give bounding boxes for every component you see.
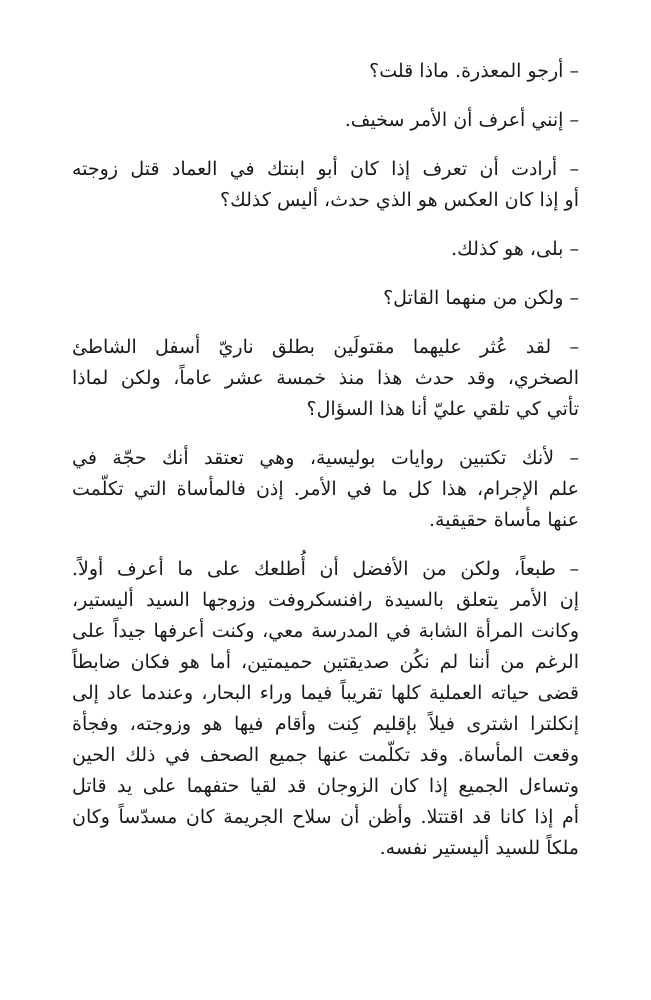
- dialogue-paragraph: [72, 234, 579, 265]
- text-line: قضى حياته العملية كلها تقريباً فيما وراء البحار، وعندما عاد إلى: [72, 682, 579, 704]
- dialogue-paragraph: [72, 105, 579, 136]
- dialogue-paragraph: [72, 443, 579, 536]
- text-line: – بلى، هو كذلك.: [451, 238, 579, 260]
- dialogue-paragraph: [72, 554, 579, 864]
- text-line: عنها مأساة حقيقية.: [429, 509, 579, 531]
- text-line: وكانت المرأة الشابة في المدرسة معي، وكنت أعرفها جيداً على: [72, 620, 579, 642]
- text-line: أم إذا كانا قد اقتتلا. وأظن أن سلاح الجريمة كان مسدّساً وكان: [72, 806, 579, 828]
- text-line: إن الأمر يتعلق بالسيدة رافنسكروفت وزوجها السيد أليستير،: [72, 589, 579, 611]
- text-line: – لقد عُثر عليهما مقتولَين بطلق ناريّ أسفل الشاطئ: [72, 336, 579, 358]
- text-line: أو إذا كان العكس هو الذي حدث، أليس كذلك؟: [220, 189, 579, 211]
- dialogue-paragraph: [72, 154, 579, 216]
- text-line: ملكاً للسيد أليستير نفسه.: [379, 837, 579, 859]
- text-line: – طبعاً، ولكن من الأفضل أن أُطلعك على ما أعرف أولاً.: [72, 558, 579, 580]
- text-line: – أرجو المعذرة. ماذا قلت؟: [369, 60, 579, 82]
- text-line: – ولكن من منهما القاتل؟: [383, 287, 579, 309]
- text-line: إنكلترا اشترى فيلاً بإقليم كِنت وأقام فيها هو وزوجته، وفجأة: [72, 713, 579, 735]
- text-line: – إنني أعرف أن الأمر سخيف.: [344, 109, 579, 131]
- dialogue-paragraph: [72, 283, 579, 314]
- text-line: الصخري، وقد حدث هذا منذ خمسة عشر عاماً، ولكن لماذا: [72, 367, 579, 389]
- text-line: الرغم من أننا لم نكُن صديقتين حميمتين، أما هو فكان ضابطاً: [72, 651, 579, 673]
- text-line: وتساءل الجميع إذا كان الزوجان قد لقيا حتفهما على يد قاتل: [72, 775, 579, 797]
- text-line: تأتي كي تلقي عليّ أنا هذا السؤال؟: [306, 398, 579, 420]
- text-line: – لأنك تكتبين روايات بوليسية، وهي تعتقد أنك حجّة في: [72, 447, 579, 469]
- text-line: علم الإجرام، هذا كل ما في الأمر. إذن فالمأساة التي تكلّمت: [72, 478, 579, 500]
- text-line: – أرادت أن تعرف إذا كان أبو ابنتك في العماد قتل زوجته: [72, 158, 579, 180]
- dialogue-paragraph: [72, 332, 579, 425]
- dialogue-paragraph: [72, 56, 579, 87]
- text-line: وقعت المأساة. وقد تكلّمت عنها جميع الصحف في ذلك الحين: [72, 744, 579, 766]
- book-page: [72, 56, 579, 980]
